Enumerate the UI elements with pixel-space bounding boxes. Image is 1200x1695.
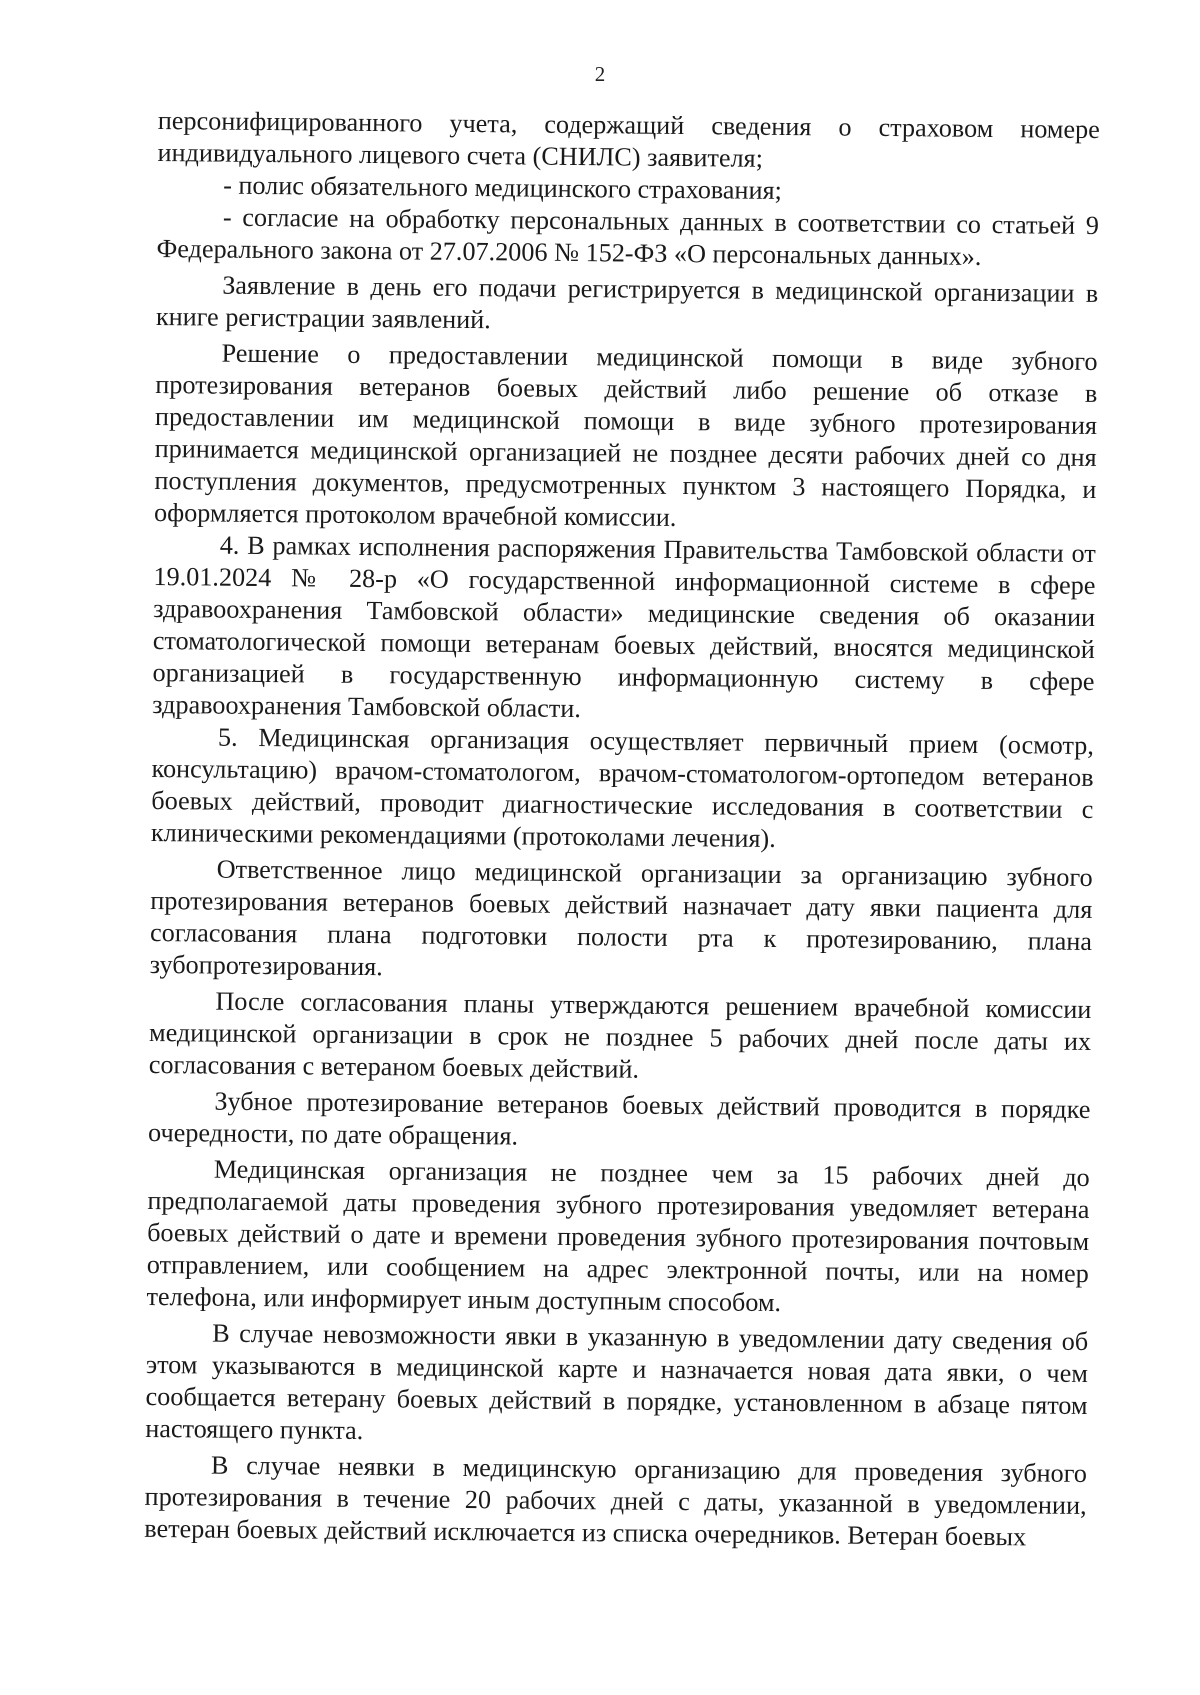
paragraph-notification: Медицинская организация не позднее чем за 15 рабочих дней до предполагаемой даты проведения зубного протезирования уведомляет ветерана боевых действий о дате и времени проведения зубного протезирования почтовым отправлением, или сообщением на адрес электронной почты, или на номер телефона, или информирует иным доступным способом. [146,1154,1090,1318]
paragraph-oms-policy: - полис обязательного медицинского страхования; [223,170,783,205]
paragraph-snils-continuation: персонифицированного учета, содержащий сведения о страховом номере индивидуального лицевого счета (СНИЛС) заявителя; [157,105,1100,173]
paragraph-plan-approval: После согласования планы утверждаются решением врачебной комиссии медицинской организации в срок не позднее 5 рабочих дней после даты их согласования с ветераном боевых действий. [148,986,1092,1084]
paragraph-decision: Решение о предоставлении медицинской помощи в виде зубного протезирования ветеранов боевых действий либо решение об отказе в предоставлении им медицинской помощи в виде зубного протезирования принимается медицинской организацией не позднее десяти рабочих дней со дня поступления документов, предусмотренных пунктом 3 настоящего Порядка, и оформляется протоколом врачебной комиссии. [153,338,1098,532]
paragraph-item-5: 5. Медицинская организация осуществляет первичный прием (осмотр, консультацию) врачом-стоматологом, врачом-стоматологом-ортопедом ветеранов боевых действий, проводит диагностические исследования в соответствии с клиническими рекомендациями (протоколами лечения). [150,722,1095,853]
paragraph-responsible-person: Ответственное лицо медицинской организации за организацию зубного протезирования ветеранов боевых действий назначает дату явки пациента для согласования плана подготовки полости рта к протезированию, плана зубопротезирования. [149,854,1093,982]
page-number: 2 [594,62,606,86]
paragraph-item-4: 4. В рамках исполнения распоряжения Правительства Тамбовской области от 19.01.2024 № 28-р «О государственной информационной системе в сфере здравоохранения Тамбовской области» медицинские сведения об оказании стоматологической помощи ветеранам боевых действий, вносятся медицинской организацией в государственную информационную систему в сфере здравоохранения Тамбовской области. [152,530,1096,724]
paragraph-no-show: В случае неявки в медицинскую организацию для проведения зубного протезирования в течение 20 рабочих дней с даты, указанной в уведомлении, ветеран боевых действий исключается из списка очередников. Ветеран боевых [144,1450,1088,1552]
paragraph-new-date: В случае невозможности явки в указанную в уведомлении дату сведения об этом указываются в медицинской карте и назначается новая дата явки, о чем сообщается ветерану боевых действий в порядке, установленном в абзаце пятом настоящего пункта. [145,1318,1089,1446]
paragraph-application-registration: Заявление в день его подачи регистрируется в медицинской организации в книге регистрации заявлений. [155,270,1099,335]
paragraph-queue-order: Зубное протезирование ветеранов боевых действий проводится в порядке очередности, по дате обращения. [147,1086,1091,1151]
document-body [144,105,1100,1554]
paragraph-personal-data-consent: - согласие на обработку персональных данных в соответствии со статьей 9 Федерального закона от 27.07.2006 № 152-ФЗ «О персональных данных». [156,202,1100,271]
